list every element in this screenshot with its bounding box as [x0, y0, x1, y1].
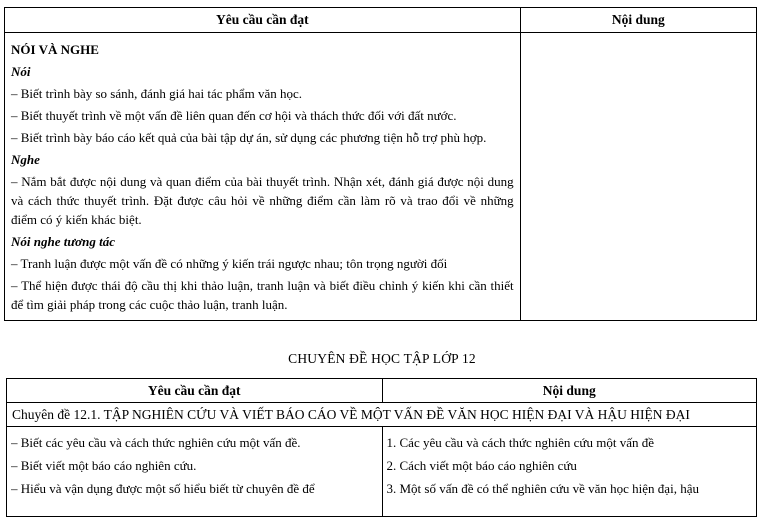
requirements-table-speaking-listening [4, 7, 757, 321]
list-item: – Thể hiện được thái độ cầu thị khi thảo luận, tranh luận và biết điều chỉnh ý kiến khi cần thiết để tìm giải pháp trong các cuộc thảo luận, tranh luận. [11, 278, 514, 312]
list-item: – Biết thuyết trình về một vấn đề liên quan đến cơ hội và thách thức đối với đất nước. [11, 108, 457, 123]
table-row [5, 33, 757, 321]
special-topic-table [6, 378, 757, 517]
section-title: NÓI VÀ NGHE [11, 42, 99, 57]
content-cell [382, 427, 757, 517]
table-header-row [7, 379, 757, 403]
list-item: – Tranh luận được một vấn đề có những ý kiến trái ngược nhau; tôn trọng người đối [11, 256, 448, 271]
list-item: – Biết trình bày so sánh, đánh giá hai tác phẩm văn học. [11, 86, 302, 101]
topic-title-cell: Chuyên đề 12.1. TẬP NGHIÊN CỨU VÀ VIẾT BÁO CÁO VỀ MỘT VẤN ĐỀ VĂN HỌC HIỆN ĐẠI VÀ HẬU HIỆN ĐẠI [7, 403, 757, 427]
content-cell [520, 33, 756, 321]
subsection-nghe-title: Nghe [11, 152, 40, 167]
page-heading: CHUYÊN ĐỀ HỌC TẬP LỚP 12 [288, 351, 476, 366]
subsection-noi-title: Nói [11, 64, 31, 79]
header-content: Nội dung [382, 379, 757, 403]
list-item: 1. Các yêu cầu và cách thức nghiên cứu một vấn đề [386, 435, 654, 450]
list-item: – Hiểu và vận dụng được một số hiểu biết từ chuyên đề để [11, 481, 315, 496]
list-item: – Biết viết một báo cáo nghiên cứu. [11, 458, 197, 473]
header-requirements: Yêu cầu cần đạt [5, 8, 521, 33]
table-row [7, 403, 757, 427]
list-item: 3. Một số vấn đề có thể nghiên cứu về văn học hiện đại, hậu [386, 481, 699, 496]
requirements-cell [7, 427, 383, 517]
list-item: – Biết các yêu cầu và cách thức nghiên cứu một vấn đề. [11, 435, 301, 450]
table-header-row [5, 8, 757, 33]
table-row [7, 427, 757, 517]
list-item: 2. Cách viết một báo cáo nghiên cứu [386, 458, 577, 473]
requirements-cell [5, 33, 521, 321]
subsection-noi-nghe-title: Nói nghe tương tác [11, 234, 115, 249]
list-item: – Nắm bắt được nội dung và quan điểm của bài thuyết trình. Nhận xét, đánh giá được nội dung và cách thức thuyết trình. Đặt được câu hỏi về những điểm cần làm rõ và trao đổi về những điểm có ý kiến khác biệt. [11, 174, 514, 227]
header-requirements: Yêu cầu cần đạt [7, 379, 383, 403]
list-item: – Biết trình bày báo cáo kết quả của bài tập dự án, sử dụng các phương tiện hỗ trợ phù hợp. [11, 130, 487, 145]
header-content: Nội dung [520, 8, 756, 33]
